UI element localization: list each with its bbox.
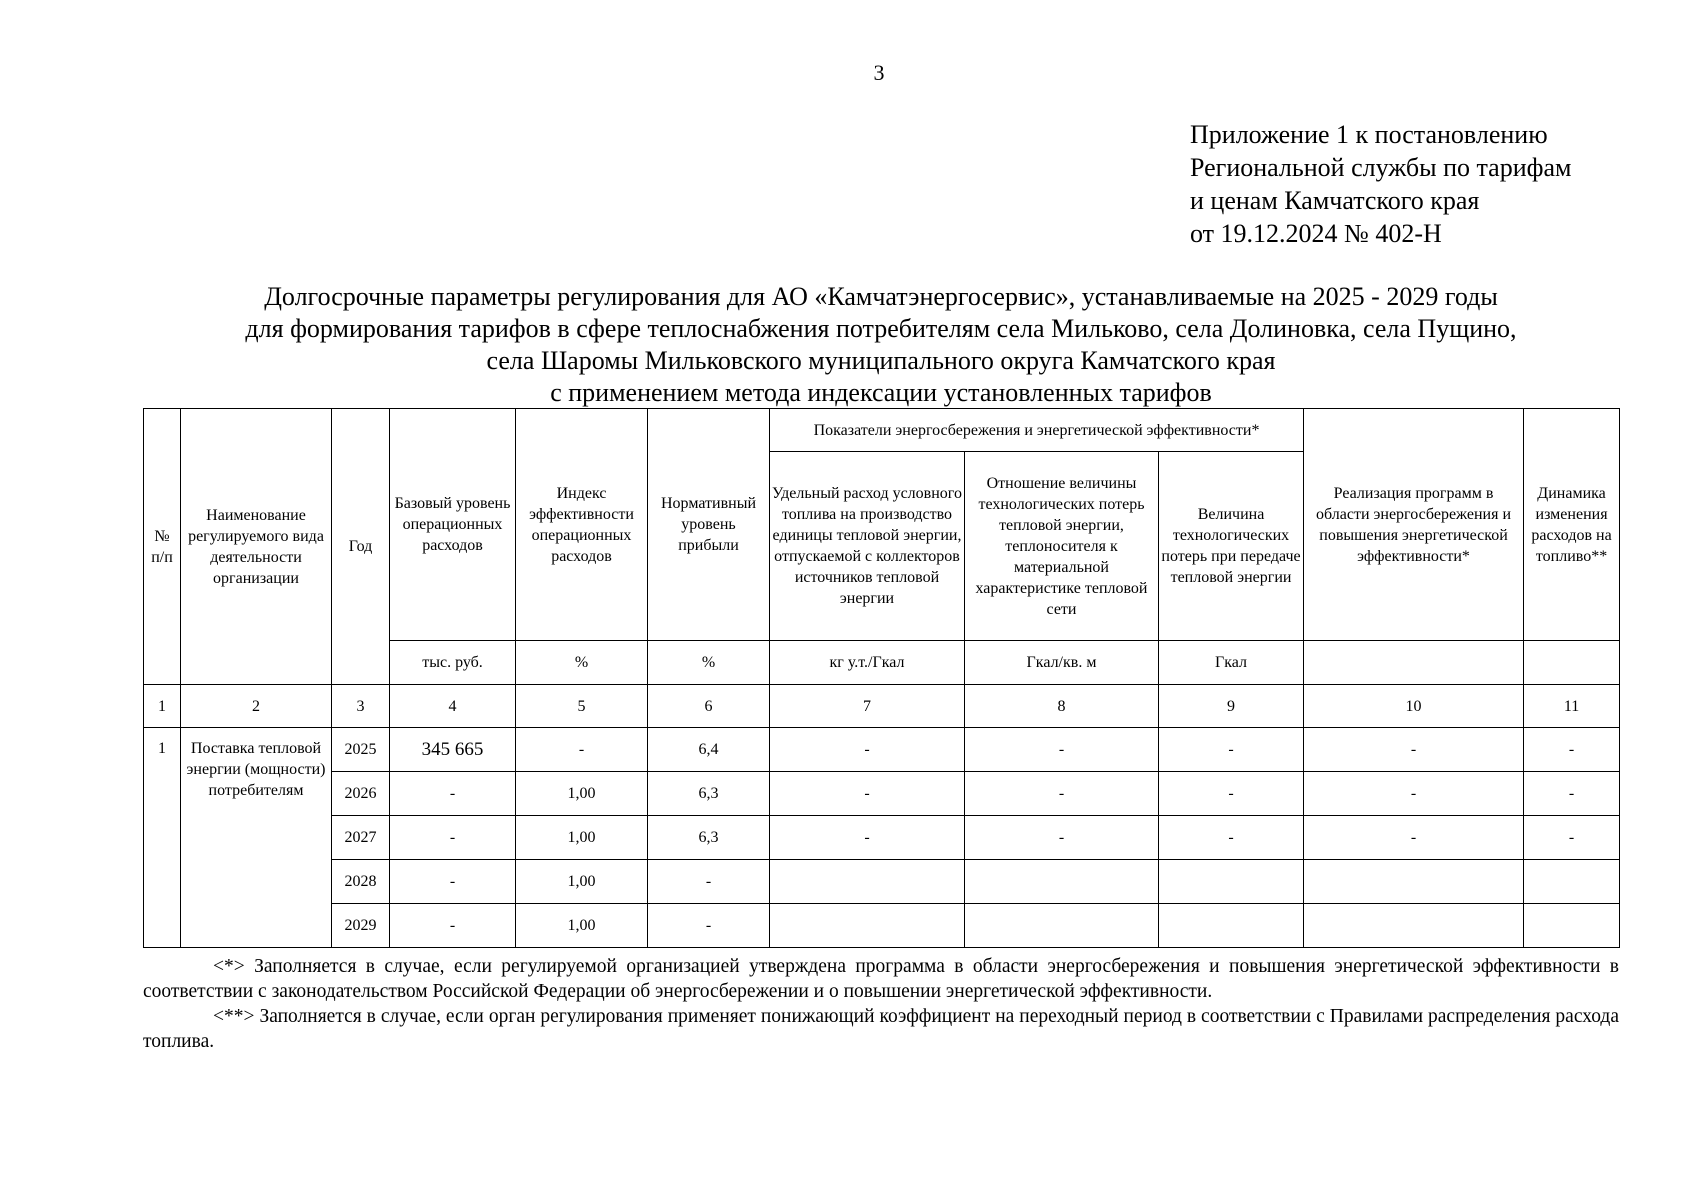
cell-fuel-dynamics: -: [1524, 816, 1620, 860]
cell-index: 1,00: [516, 904, 648, 948]
table-row: [144, 728, 1620, 772]
column-number: 9: [1159, 685, 1304, 728]
header-programs: Реализация программ в области энергосбережения и повышения энергетической эффективности*: [1304, 409, 1524, 641]
page-number: 3: [873, 60, 885, 85]
header-activity: Наименование регулируемого вида деятельности организации: [181, 409, 332, 685]
header-fuel-rate: Удельный расход условного топлива на производство единицы тепловой энергии, отпускаемой с коллекторов источников тепловой энергии: [770, 452, 965, 641]
unit-losses: Гкал: [1159, 641, 1304, 685]
column-number: 8: [965, 685, 1159, 728]
column-number: 4: [390, 685, 516, 728]
table-row: [144, 860, 1620, 904]
cell-programs: -: [1304, 816, 1524, 860]
unit-base: тыс. руб.: [390, 641, 516, 685]
cell-base: 345 665: [390, 728, 516, 772]
cell-losses: -: [1159, 816, 1304, 860]
cell-fuel-rate: -: [770, 816, 965, 860]
cell-losses: -: [1159, 772, 1304, 816]
appendix-line: Региональной службы по тарифам: [1190, 153, 1572, 182]
cell-profit: 6,3: [648, 772, 770, 816]
cell-fuel-dynamics: -: [1524, 728, 1620, 772]
cell-loss-ratio: -: [965, 728, 1159, 772]
cell-programs: -: [1304, 772, 1524, 816]
unit-fuel-dynamics: [1524, 641, 1620, 685]
cell-year: 2025: [332, 728, 390, 772]
title-line: Долгосрочные параметры регулирования для АО «Камчатэнергосервис», устанавливаемые на 2025 - 2029 годы: [264, 282, 1498, 311]
cell-loss-ratio: -: [965, 816, 1159, 860]
cell-programs: [1304, 860, 1524, 904]
header-profit-level: Нормативный уровень прибыли: [648, 409, 770, 641]
cell-fuel-rate: -: [770, 728, 965, 772]
unit-profit: %: [648, 641, 770, 685]
title-line: с применением метода индексации установленных тарифов: [550, 378, 1212, 407]
header-losses: Величина технологических потерь при передаче тепловой энергии: [1159, 452, 1304, 641]
cell-year: 2029: [332, 904, 390, 948]
table-row: [144, 904, 1620, 948]
header-loss-ratio: Отношение величины технологических потерь тепловой энергии, теплоносителя к материальной характеристике тепловой сети: [965, 452, 1159, 641]
table-header-row: [144, 409, 1620, 452]
footnote: <**> Заполняется в случае, если орган регулирования применяет понижающий коэффициент на переходный период в соответствии с Правилами распределения расхода топлива.: [143, 1006, 1619, 1052]
parameters-table: [143, 408, 1620, 948]
cell-programs: [1304, 904, 1524, 948]
appendix-block: [1190, 118, 1571, 250]
cell-profit: -: [648, 860, 770, 904]
appendix-line: от 19.12.2024 № 402-Н: [1190, 219, 1442, 248]
cell-loss-ratio: [965, 860, 1159, 904]
row-number: 1: [144, 728, 181, 948]
appendix-line: и ценам Камчатского края: [1190, 186, 1480, 215]
cell-profit: 6,3: [648, 816, 770, 860]
cell-index: 1,00: [516, 772, 648, 816]
document-title: [143, 281, 1619, 409]
column-number: 1: [144, 685, 181, 728]
cell-loss-ratio: -: [965, 772, 1159, 816]
cell-profit: -: [648, 904, 770, 948]
cell-base: -: [390, 904, 516, 948]
title-line: для формирования тарифов в сфере теплоснабжения потребителям села Мильково, села Долиновка, села Пущино,: [245, 314, 1517, 343]
title-line: села Шаромы Мильковского муниципального округа Камчатского края: [486, 346, 1276, 375]
column-number: 10: [1304, 685, 1524, 728]
unit-index: %: [516, 641, 648, 685]
cell-losses: -: [1159, 728, 1304, 772]
unit-fuel-rate: кг у.т./Гкал: [770, 641, 965, 685]
cell-loss-ratio: [965, 904, 1159, 948]
cell-losses: [1159, 904, 1304, 948]
cell-index: -: [516, 728, 648, 772]
cell-base: -: [390, 772, 516, 816]
cell-programs: -: [1304, 728, 1524, 772]
cell-year: 2026: [332, 772, 390, 816]
cell-fuel-rate: [770, 904, 965, 948]
cell-year: 2028: [332, 860, 390, 904]
header-year: Год: [332, 409, 390, 685]
cell-index: 1,00: [516, 860, 648, 904]
cell-fuel-rate: -: [770, 772, 965, 816]
table-row: [144, 816, 1620, 860]
column-number: 6: [648, 685, 770, 728]
column-number: 11: [1524, 685, 1620, 728]
activity-name: Поставка тепловой энергии (мощности) потребителям: [181, 728, 332, 948]
header-num: № п/п: [144, 409, 181, 685]
unit-programs: [1304, 641, 1524, 685]
cell-fuel-dynamics: [1524, 860, 1620, 904]
appendix-line: Приложение 1 к постановлению: [1190, 120, 1548, 149]
column-number: 3: [332, 685, 390, 728]
header-efficiency-index: Индекс эффективности операционных расходов: [516, 409, 648, 641]
table-row: [144, 772, 1620, 816]
cell-fuel-dynamics: -: [1524, 772, 1620, 816]
unit-loss-ratio: Гкал/кв. м: [965, 641, 1159, 685]
header-base-costs: Базовый уровень операционных расходов: [390, 409, 516, 641]
header-energy-efficiency-group: Показатели энергосбережения и энергетической эффективности*: [770, 409, 1304, 452]
cell-fuel-dynamics: [1524, 904, 1620, 948]
column-number: 7: [770, 685, 965, 728]
header-fuel-dynamics: Динамика изменения расходов на топливо**: [1524, 409, 1620, 641]
cell-base: -: [390, 816, 516, 860]
footnotes: [143, 954, 1619, 1054]
cell-losses: [1159, 860, 1304, 904]
cell-index: 1,00: [516, 816, 648, 860]
column-number: 2: [181, 685, 332, 728]
cell-base: -: [390, 860, 516, 904]
footnote: <*> Заполняется в случае, если регулируемой организацией утверждена программа в области энергосбережения и повышения энергетической эффективности в соответствии с законодательством Российской Федерации об энергосбережении и о повышении энергетической эффективности.: [143, 956, 1619, 1002]
cell-profit: 6,4: [648, 728, 770, 772]
cell-fuel-rate: [770, 860, 965, 904]
cell-year: 2027: [332, 816, 390, 860]
column-number: 5: [516, 685, 648, 728]
column-numbers-row: [144, 685, 1620, 728]
